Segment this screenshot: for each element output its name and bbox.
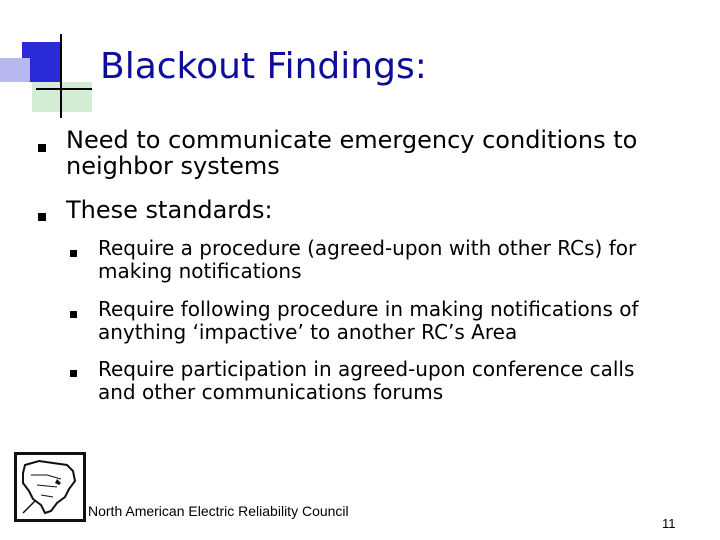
decor-lavender-square xyxy=(0,58,30,82)
square-bullet-icon xyxy=(70,311,77,318)
sub-bullet-2-line-1: Require following procedure in making notifications of xyxy=(98,297,639,321)
sub-bullet-2-line-2: anything ‘impactive’ to another RC’s Area xyxy=(98,320,518,344)
square-bullet-icon xyxy=(38,144,46,152)
square-bullet-icon xyxy=(70,250,77,257)
sub-bullet-1-line-2: making notifications xyxy=(98,259,302,283)
square-bullet-icon xyxy=(38,213,46,221)
north-america-map-icon xyxy=(17,455,83,519)
square-bullet-icon xyxy=(70,370,77,377)
bullet-2-line-1: These standards: xyxy=(66,196,273,224)
decor-vertical-line xyxy=(60,34,62,118)
bullet-1-line-2: neighbor systems xyxy=(66,152,280,180)
page-number: 11 xyxy=(662,516,676,531)
slide-title: Blackout Findings: xyxy=(100,46,427,87)
footer-organization: North American Electric Reliability Council xyxy=(88,503,349,519)
sub-bullet-1-line-1: Require a procedure (agreed-upon with other RCs) for xyxy=(98,236,637,260)
bullet-1-line-1: Need to communicate emergency conditions to xyxy=(66,126,638,154)
decor-green-square xyxy=(32,82,92,112)
decor-horizontal-line xyxy=(36,88,92,90)
sub-bullet-3-line-1: Require participation in agreed-upon conference calls xyxy=(98,357,635,381)
sub-bullet-3-line-2: and other communications forums xyxy=(98,380,444,404)
nerc-logo xyxy=(14,452,86,522)
